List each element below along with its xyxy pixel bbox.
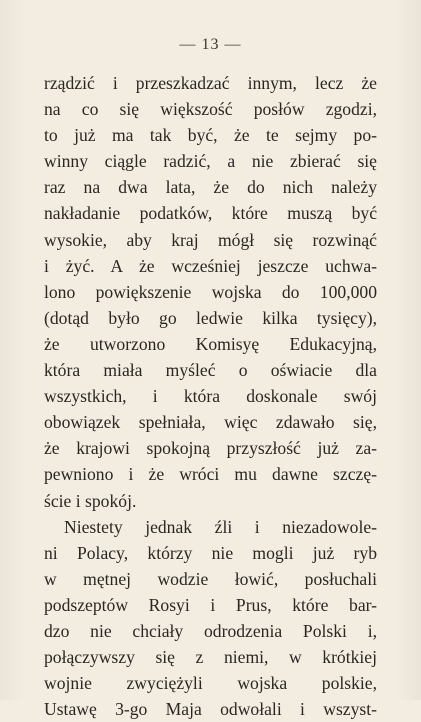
text-line: wojnie zwyciężyli wojska polskie, bbox=[44, 673, 377, 694]
text-line: to już ma tak być, że te sejmy po- bbox=[44, 125, 377, 146]
text-line: dzo nie chciały odrodzenia Polski i, bbox=[44, 620, 377, 641]
text-line: rządzić i przeszkadzać innym, lecz że bbox=[44, 73, 377, 93]
text-line: w mętnej wodzie łowić, posłuchali bbox=[44, 568, 377, 589]
text-line: obowiązek spełniała, więc zdawało się, bbox=[44, 412, 377, 433]
text-line: winny ciągle radzić, a nie zbierać się bbox=[44, 151, 377, 172]
text-line: pewniono i że wróci mu dawne szczę- bbox=[44, 464, 377, 485]
text-line: (dotąd było go ledwie kilka tysięcy), bbox=[44, 307, 377, 328]
text-line: Ustawę 3-go Maja odwołali i wszyst- bbox=[44, 699, 377, 720]
text-line: podszeptów Rosyi i Prus, które bar- bbox=[44, 594, 377, 615]
text-line: że krajowi spokojną przyszłość już za- bbox=[44, 438, 377, 459]
paragraph-first-line: Niestety jednak źli i niezadowole- bbox=[64, 516, 377, 537]
text-line: wszystkich, i która doskonale swój bbox=[44, 386, 377, 407]
text-line: na co się większość posłów zgodzi, bbox=[44, 99, 377, 120]
text-line: nakładanie podatków, które muszą być bbox=[44, 203, 377, 224]
text-line: wysokie, aby kraj mógł się rozwinąć bbox=[44, 229, 377, 250]
text-line: że utworzono Komisyę Edukacyjną, bbox=[44, 333, 377, 354]
paragraph-last-line: ście i spokój. bbox=[44, 490, 137, 511]
text-line: i żyć. A że wcześniej jeszcze uchwa- bbox=[44, 255, 377, 276]
text-line: raz na dwa lata, że do nich należy bbox=[44, 177, 377, 198]
text-line: lono powiększenie wojska do 100,000 bbox=[44, 281, 377, 302]
page-number: — 13 — bbox=[179, 36, 242, 53]
text-line: ni Polacy, którzy nie mogli już ryb bbox=[44, 542, 377, 563]
text-line: połączywszy się z niemi, w krótkiej bbox=[44, 647, 377, 668]
text-line: która miała myśleć o oświacie dla bbox=[44, 360, 377, 381]
body-text bbox=[44, 70, 377, 722]
